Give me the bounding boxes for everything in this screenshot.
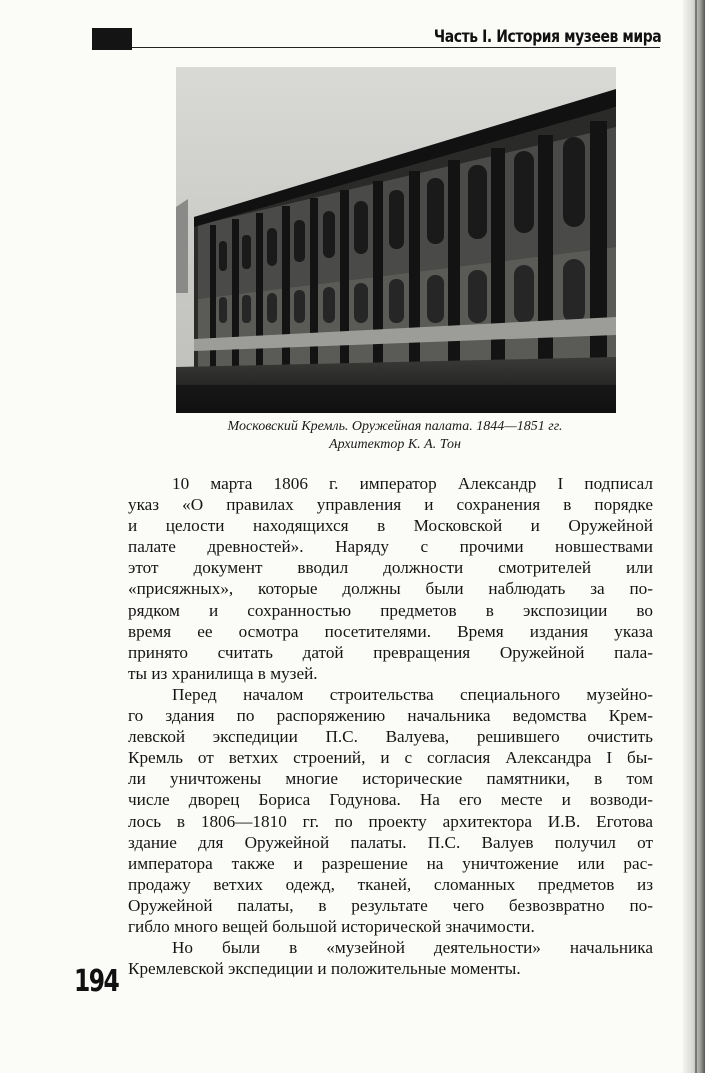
caption-line-2: Архитектор К. А. Тон — [329, 437, 461, 452]
building-photo — [176, 67, 616, 413]
figure-caption — [150, 418, 640, 454]
text-line: Кремлевской экспедиции и положительные моменты. — [128, 959, 521, 979]
text-line: ты из хранилища в музей. — [128, 663, 318, 683]
text-line: продажу ветхих одежд, тканей, сломанных предметов из — [128, 874, 653, 894]
text-line: Оружейной палаты, в результате чего безвозвратно по- — [128, 895, 653, 915]
paragraph-1 — [128, 473, 653, 684]
page-number: 194 — [74, 964, 119, 999]
body-text — [128, 473, 653, 979]
text-line: левской экспедиции П.С. Валуева, решившего очистить — [128, 727, 653, 747]
text-line: Кремль от ветхих строений, и с согласия Александра I бы- — [128, 748, 653, 768]
text-line: принято считать датой превращения Оружейной пала- — [128, 642, 653, 662]
text-line: и целости находящихся в Московской и Оружейной — [128, 516, 653, 536]
text-line: го здания по распоряжению начальника ведомства Крем- — [128, 706, 653, 726]
header-rule — [132, 47, 660, 48]
text-line: этот документ вводил должности смотрителей или — [128, 558, 653, 578]
text-line: здание для Оружейной палаты. П.С. Валуев получил от — [128, 832, 653, 852]
text-line: императора также и разрешение на уничтожение или рас- — [128, 853, 653, 873]
running-head: Часть I. История музеев мира — [433, 27, 661, 47]
text-line: гибло много вещей большой исторической значимости. — [128, 916, 535, 936]
text-line: Но были в «музейной деятельности» начальника — [172, 938, 653, 958]
text-line: Перед началом строительства специального музейно- — [172, 684, 653, 704]
text-line: ли уничтожены многие исторические памятники, в том — [128, 769, 653, 789]
page-edge-line — [695, 0, 697, 1073]
paragraph-3 — [128, 937, 653, 979]
text-line: палате древностей». Наряду с прочими новшествами — [128, 537, 653, 557]
paragraph-2 — [128, 684, 653, 937]
text-line: числе дворец Бориса Годунова. На его месте и возводи- — [128, 790, 653, 810]
text-line: 10 марта 1806 г. император Александр I подписал — [172, 474, 653, 493]
building-photo-icon — [176, 67, 616, 413]
text-line: лось в 1806—1810 гг. по проекту архитектора И.В. Еготова — [128, 811, 653, 831]
text-line: рядком и сохранностью предметов в экспозиции во — [128, 600, 653, 620]
page-edge-shadow — [683, 0, 705, 1073]
text-line: время ее осмотра посетителями. Время издания указа — [128, 621, 653, 641]
header-black-bar — [92, 28, 132, 50]
text-line: указ «О правилах управления и сохранения в порядке — [128, 495, 653, 515]
text-line: «присяжных», которые должны были наблюдать за по- — [128, 579, 653, 599]
caption-line-1: Московский Кремль. Оружейная палата. 1844—1851 гг. — [227, 419, 563, 434]
